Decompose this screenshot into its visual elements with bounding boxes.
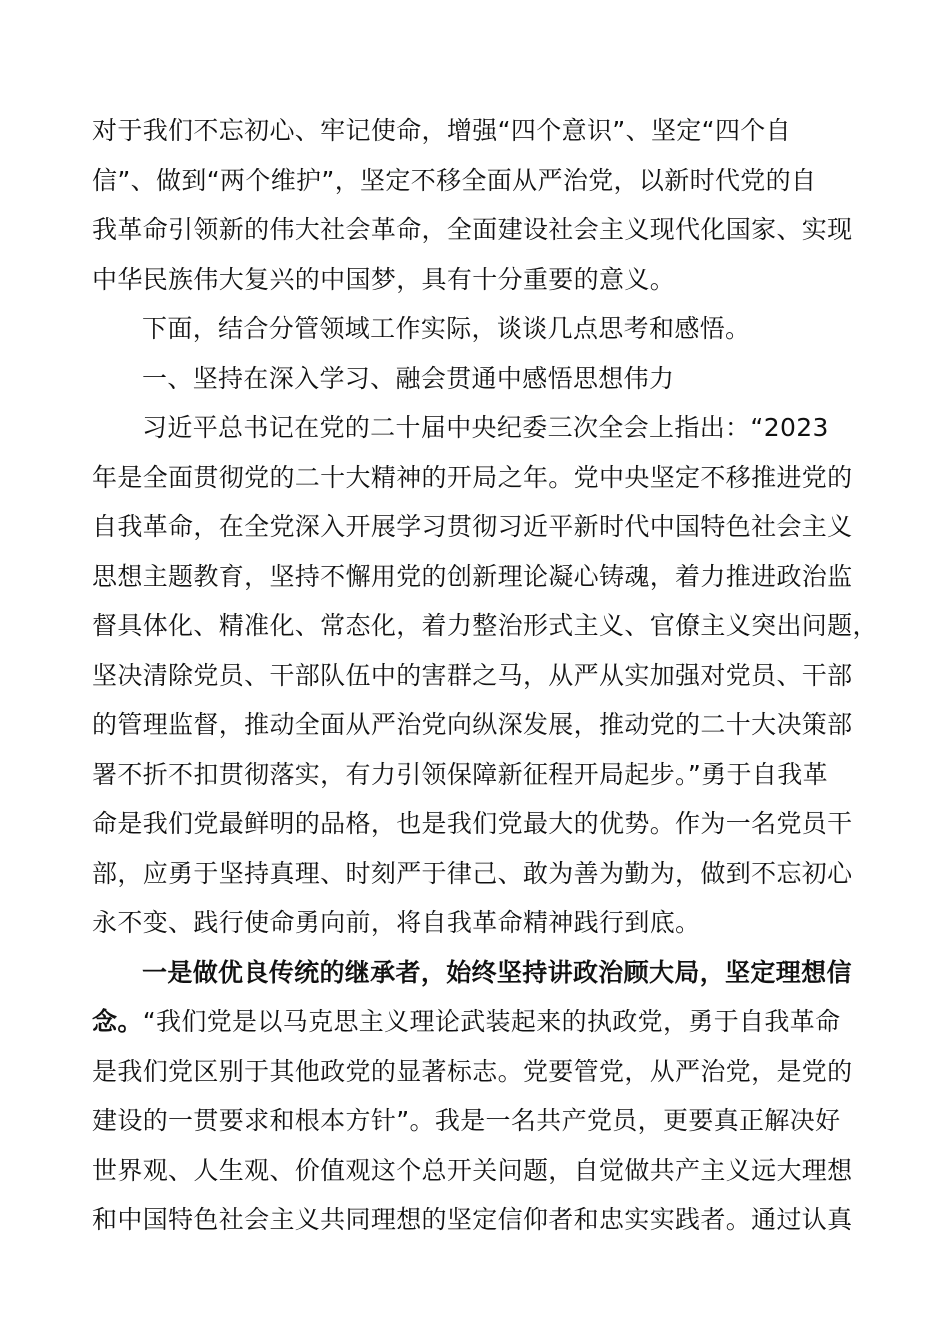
- text-line: 督具体化、精准化、常态化，着力整治形式主义、官僚主义突出问题，: [92, 611, 878, 640]
- text-line: 部，应勇于坚持真理、时刻严于律己、敢为善为勤为，做到不忘初心: [92, 858, 853, 888]
- text-line: [92, 997, 882, 1047]
- text-line: 对于我们不忘初心、牢记使命，增强“四个意识”、坚定“四个自: [92, 116, 792, 145]
- section-heading: 一、坚持在深入学习、融会贯通中感悟思想伟力: [142, 363, 675, 393]
- text-line: 的管理监督，推动全面从严治党向纵深发展，推动党的二十大决策部: [92, 710, 853, 739]
- text-line: 年是全面贯彻党的二十大精神的开局之年。党中央坚定不移推进党的: [92, 462, 853, 492]
- text-line: 建设的一贯要求和根本方针”。我是一名共产党员，更要真正解决好: [92, 1106, 841, 1135]
- text-line: 习近平总书记在党的二十届中央纪委三次全会上指出：“2023: [142, 413, 829, 442]
- text-line: 思想主题教育，坚持不懈用党的创新理论凝心铸魂，着力推进政治监: [92, 561, 853, 591]
- text-line: 下面，结合分管领域工作实际，谈谈几点思考和感悟。: [142, 314, 751, 343]
- text-line: 中华民族伟大复兴的中国梦，具有十分重要的意义。: [92, 264, 676, 294]
- text-line-rest: “我们党是以马克思主义理论武装起来的执政党，勇于自我革命: [142, 1007, 841, 1036]
- bold-subheading-end: 念。: [92, 1007, 143, 1036]
- text-line: 和中国特色社会主义共同理想的坚定信仰者和忠实实践者。通过认真: [92, 1205, 853, 1234]
- text-line: 我革命引领新的伟大社会革命，全面建设社会主义现代化国家、实现: [92, 215, 853, 244]
- text-line: 坚决清除党员、干部队伍中的害群之马，从严从实加强对党员、干部: [92, 660, 853, 690]
- text-line: 是我们党区别于其他政党的显著标志。党要管党，从严治党，是党的: [92, 1056, 853, 1086]
- text-line: 署不折不扣贯彻落实，有力引领保障新征程开局起步。”勇于自我革: [92, 759, 828, 789]
- bold-subheading: 一是做优良传统的继承者，始终坚持讲政治顾大局，坚定理想信: [142, 957, 852, 987]
- text-line: 永不变、践行使命勇向前，将自我革命精神践行到底。: [92, 908, 701, 937]
- text-line: 信”、做到“两个维护”，坚定不移全面从严治党，以新时代党的自: [92, 165, 817, 195]
- text-line: 命是我们党最鲜明的品格，也是我们党最大的优势。作为一名党员干: [92, 809, 853, 838]
- document-body: [92, 106, 882, 1245]
- text-line: 世界观、人生观、价值观这个总开关问题，自觉做共产主义远大理想: [92, 1155, 853, 1185]
- text-line: 自我革命，在全党深入开展学习贯彻习近平新时代中国特色社会主义: [92, 512, 853, 541]
